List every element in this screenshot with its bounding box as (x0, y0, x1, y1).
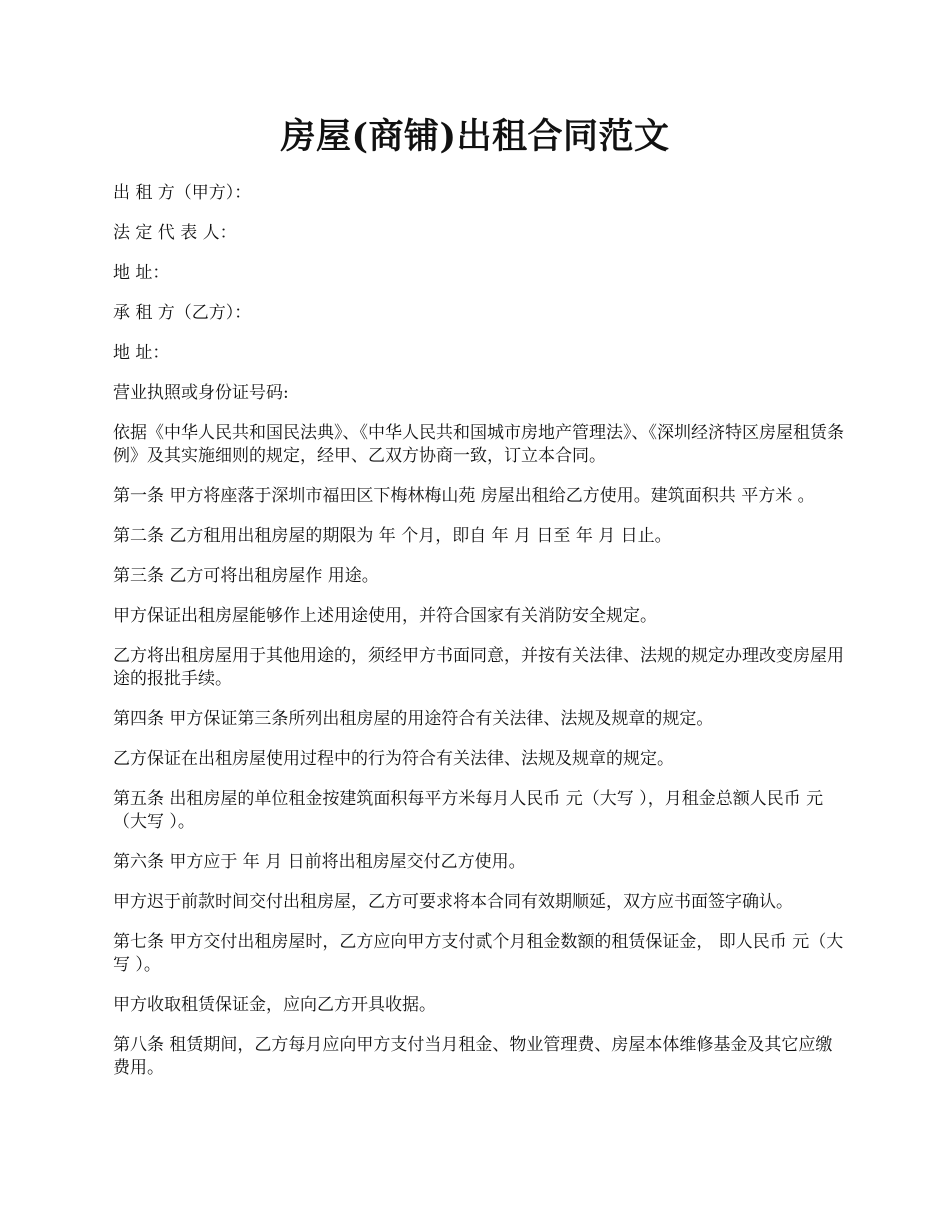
preamble-paragraph: 依据《中华人民共和国民法典》、《中华人民共和国城市房地产管理法》、《深圳经济特区房屋租赁条例》及其实施细则的规定，经甲、乙双方协商一致，订立本合同。 (113, 423, 844, 466)
legal-representative-field: 法 定 代 表 人： (113, 223, 237, 243)
article-3-clause-a: 甲方保证出租房屋能够作上述用途使用，并符合国家有关消防安全规定。 (113, 606, 657, 626)
article-8-paragraph: 第八条 租赁期间，乙方每月应向甲方支付当月租金、物业管理费、房屋本体维修基金及其它应缴费用。 (113, 1035, 833, 1078)
document-title: 房屋(商铺)出租合同范文 (280, 116, 670, 157)
article-2-paragraph: 第二条 乙方租用出租房屋的期限为 年 个月，即自 年 月 日至 年 月 日止。 (113, 526, 672, 546)
article-3-paragraph: 第三条 乙方可将出租房屋作 用途。 (113, 566, 379, 586)
article-6-paragraph: 第六条 甲方应于 年 月 日前将出租房屋交付乙方使用。 (113, 852, 526, 872)
license-id-field: 营业执照或身份证号码: (113, 383, 289, 403)
article-4-clause-a: 乙方保证在出租房屋使用过程中的行为符合有关法律、法规及规章的规定。 (113, 749, 674, 769)
document-body (113, 182, 848, 1097)
article-4-paragraph: 第四条 甲方保证第三条所列出租房屋的用途符合有关法律、法规及规章的规定。 (113, 709, 714, 729)
article-7-clause-a: 甲方收取租赁保证金，应向乙方开具收据。 (113, 995, 436, 1015)
article-7-paragraph: 第七条 甲方交付出租房屋时，乙方应向甲方支付贰个月租金数额的租赁保证金， 即人民币 元（大写 ）。 (113, 932, 844, 975)
article-1-paragraph: 第一条 甲方将座落于深圳市福田区下梅林梅山苑 房屋出租给乙方使用。建筑面积共 平方米 。 (113, 486, 815, 506)
article-3-clause-b: 乙方将出租房屋用于其他用途的，须经甲方书面同意，并按有关法律、法规的规定办理改变房屋用途的报批手续。 (113, 646, 844, 689)
article-5-paragraph: 第五条 出租房屋的单位租金按建筑面积每平方米每月人民币 元（大写 ），月租金总额人民币 元（大写 ）。 (113, 789, 824, 832)
lessee-field: 承 租 方（乙方）： (113, 303, 252, 323)
article-6-clause-a: 甲方迟于前款时间交付出租房屋，乙方可要求将本合同有效期顺延，双方应书面签字确认。 (113, 892, 793, 912)
lessor-address-field: 地 址： (113, 263, 170, 283)
lessor-field: 出 租 方（甲方）： (113, 183, 252, 203)
lessee-address-field: 地 址： (113, 343, 170, 363)
